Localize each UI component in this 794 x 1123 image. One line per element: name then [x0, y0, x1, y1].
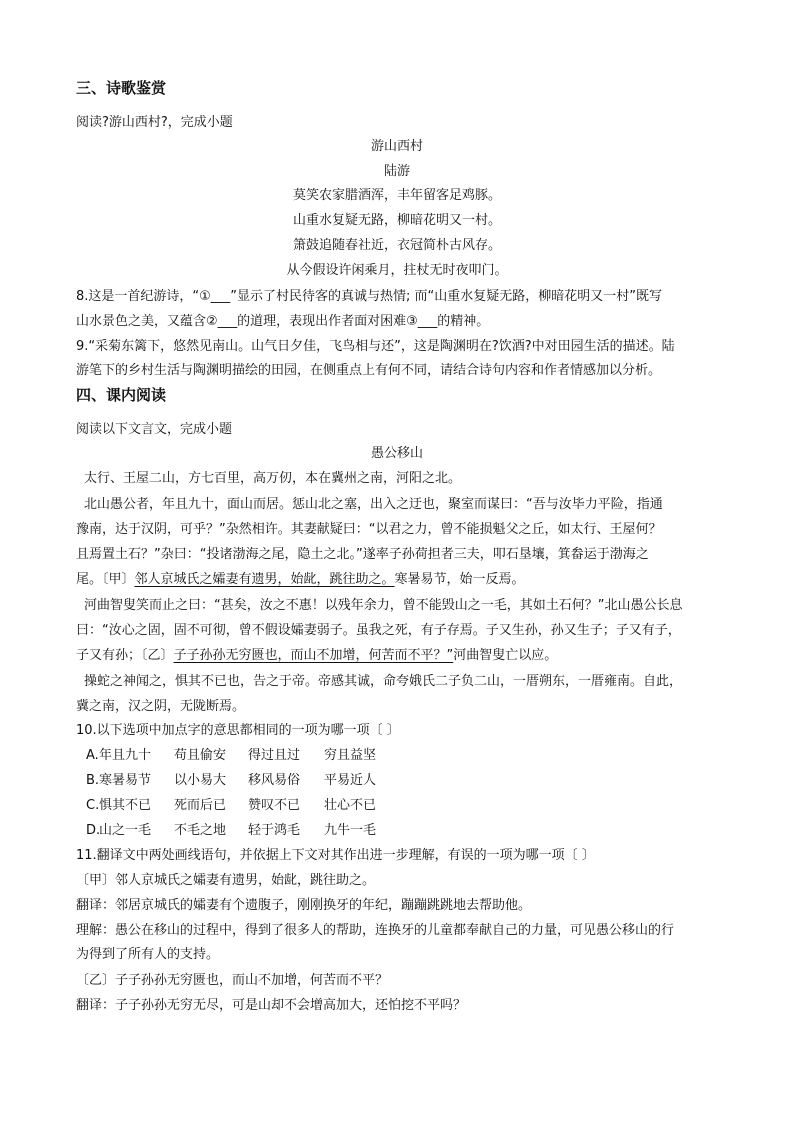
- understanding-jia: 为得到了所有人的支持。: [76, 947, 220, 962]
- poem-line: 山重水复疑无路，柳暗花明又一村。: [292, 213, 501, 228]
- underlined-sentence-yi: 子子孙孙无穷匮也，而山不加增，何苦而不平？”: [173, 648, 454, 663]
- option-phrase: 以小易大: [174, 773, 227, 788]
- option-row-d: [86, 822, 377, 840]
- poem-author: 陆游: [383, 164, 410, 179]
- option-phrase: 年且九十: [99, 748, 152, 763]
- option-phrase: 平易近人: [324, 773, 377, 788]
- question-8-line: 山水景色之美，又蕴含②___的道理，表现出作者面对困难③___的精神。: [76, 314, 490, 329]
- section-heading-poetry: 三、诗歌鉴赏: [76, 79, 167, 97]
- question-9-line: 9.“采菊东篱下，悠然见南山。山气日夕佳，飞鸟相与还”，这是陶渊明在?饮酒?中对田园生活的描述。陆: [76, 339, 675, 354]
- text-fragment: 寒暑易节，始一反焉。: [394, 572, 525, 587]
- option-phrase: 寒暑易节: [99, 773, 152, 788]
- question-8-line: 8.这是一首纪游诗，“①___”显示了村民待客的真诚与热情; 而“山重水复疑无路，柳暗花明又一村”既写: [76, 289, 663, 304]
- option-phrase: 得过且过: [248, 748, 301, 763]
- poem-line: 从今假设许闲乘月，拄杖无时夜叩门。: [286, 263, 508, 278]
- text-paragraph-line: 冀之南，汉之阴，无陇断焉。: [76, 699, 246, 714]
- underlined-sentence-jia: 邻人京城氏之孀妻有遗男，始龀，跳往助之。: [134, 572, 395, 587]
- option-phrase: 轻于鸿毛: [248, 823, 301, 838]
- option-letter: A.: [86, 748, 99, 763]
- option-phrase: 赞叹不已: [248, 798, 301, 813]
- option-phrase: 壮心不已: [324, 798, 377, 813]
- translation-yi: 翻译：子子孙孙无穷无尽，可是山却不会增高加大，还怕挖不平吗？: [76, 998, 467, 1013]
- option-phrase: 山之一毛: [99, 823, 152, 838]
- option-letter: C.: [86, 798, 100, 813]
- poem-title: 游山西村: [370, 139, 423, 154]
- text-paragraph-line: 河曲智叟笑而止之曰：“甚矣，汝之不惠！以残年余力，曾不能毁山之一毛，其如土石何？”北山愚公长息: [84, 598, 683, 613]
- poem-line: 箫鼓追随春社近，衣冠简朴古风存。: [292, 238, 501, 253]
- option-letter: D.: [86, 823, 101, 838]
- section-heading-reading: 四、课内阅读: [76, 386, 167, 404]
- option-phrase: 死而后已: [174, 798, 227, 813]
- text-paragraph-line: 太行、王屋二山，方七百里，高万仞，本在冀州之南，河阳之北。: [84, 471, 462, 486]
- understanding-jia: 理解：愚公在移山的过程中，得到了很多人的帮助，连换牙的儿童都奉献自己的力量，可见愚公移山的行: [76, 923, 675, 938]
- question-9-line: 游笔下的乡村生活与陶渊明描绘的田园，在侧重点上有何不同，请结合诗句内容和作者情感加以分析。: [76, 363, 662, 378]
- option-phrase: 九牛一毛: [324, 823, 377, 838]
- option-phrase: 苟且偷安: [174, 748, 227, 763]
- text-paragraph-line: 北山愚公者，年且九十，面山而居。惩山北之塞，出入之迂也，聚室而谋曰：“吾与汝毕力平险，指通: [84, 497, 663, 512]
- text-fragment: 河曲智叟亡以应。: [453, 648, 558, 663]
- text-paragraph-line: [76, 647, 557, 665]
- section-prompt: 阅读?游山西村?，完成小题: [76, 115, 233, 130]
- marker-jia: 尾。〔甲〕: [76, 572, 135, 587]
- text-paragraph-line: [76, 571, 525, 589]
- option-phrase: 惧其不已: [99, 798, 152, 813]
- option-letter: B.: [86, 773, 100, 788]
- section-prompt: 阅读以下文言文，完成小题: [76, 422, 233, 437]
- option-row-c: [86, 797, 377, 815]
- text-paragraph-line: 曰：“汝心之固，固不可彻，曾不假设孀妻弱子。虽我之死，有子存焉。子又生孙，孙又生子；子又有子，: [76, 623, 681, 638]
- quoted-sentence-jia: 〔甲〕邻人京城氏之孀妻有遗男，始龀，跳往助之。: [76, 873, 376, 888]
- option-phrase: 穷且益坚: [324, 748, 377, 763]
- text-title: 愚公移山: [370, 446, 423, 461]
- quoted-sentence-yi: 〔乙〕子子孙孙无穷匮也，而山不加增，何苦而不平？: [76, 973, 389, 988]
- poem-line: 莫笑农家腊酒浑，丰年留客足鸡豚。: [292, 188, 501, 203]
- option-phrase: 不毛之地: [174, 823, 227, 838]
- marker-yi: 子又有孙；〔乙〕: [76, 648, 174, 663]
- text-paragraph-line: 且焉置土石？”杂曰：“投诸渤海之尾，隐土之北。”遂率子孙荷担者三夫，叩石垦壤，箕畚运于渤海之: [76, 547, 649, 562]
- option-row-a: [86, 747, 377, 765]
- option-phrase: 移风易俗: [248, 773, 301, 788]
- question-11-stem: 11.翻译文中两处画线语句，并依据上下文对其作出进一步理解，有误的一项为哪一项〔 〕: [76, 848, 595, 863]
- option-row-b: [86, 772, 377, 790]
- text-paragraph-line: 操蛇之神闻之，惧其不已也，告之于帝。帝感其诚，命夸娥氏二子负二山，一厝朔东，一厝雍南。自此，: [84, 674, 683, 689]
- translation-jia: 翻译：邻居京城氏的孀妻有个遗腹子，刚刚换牙的年纪，蹦蹦跳跳地去帮助他。: [76, 898, 532, 913]
- question-10-stem: 10.以下选项中加点字的意思都相同的一项为哪一项〔 〕: [76, 723, 400, 738]
- text-paragraph-line: 豫南，达于汉阴，可乎？”杂然相许。其妻献疑曰：“以君之力，曾不能损魁父之丘，如太行、王屋何？: [76, 522, 662, 537]
